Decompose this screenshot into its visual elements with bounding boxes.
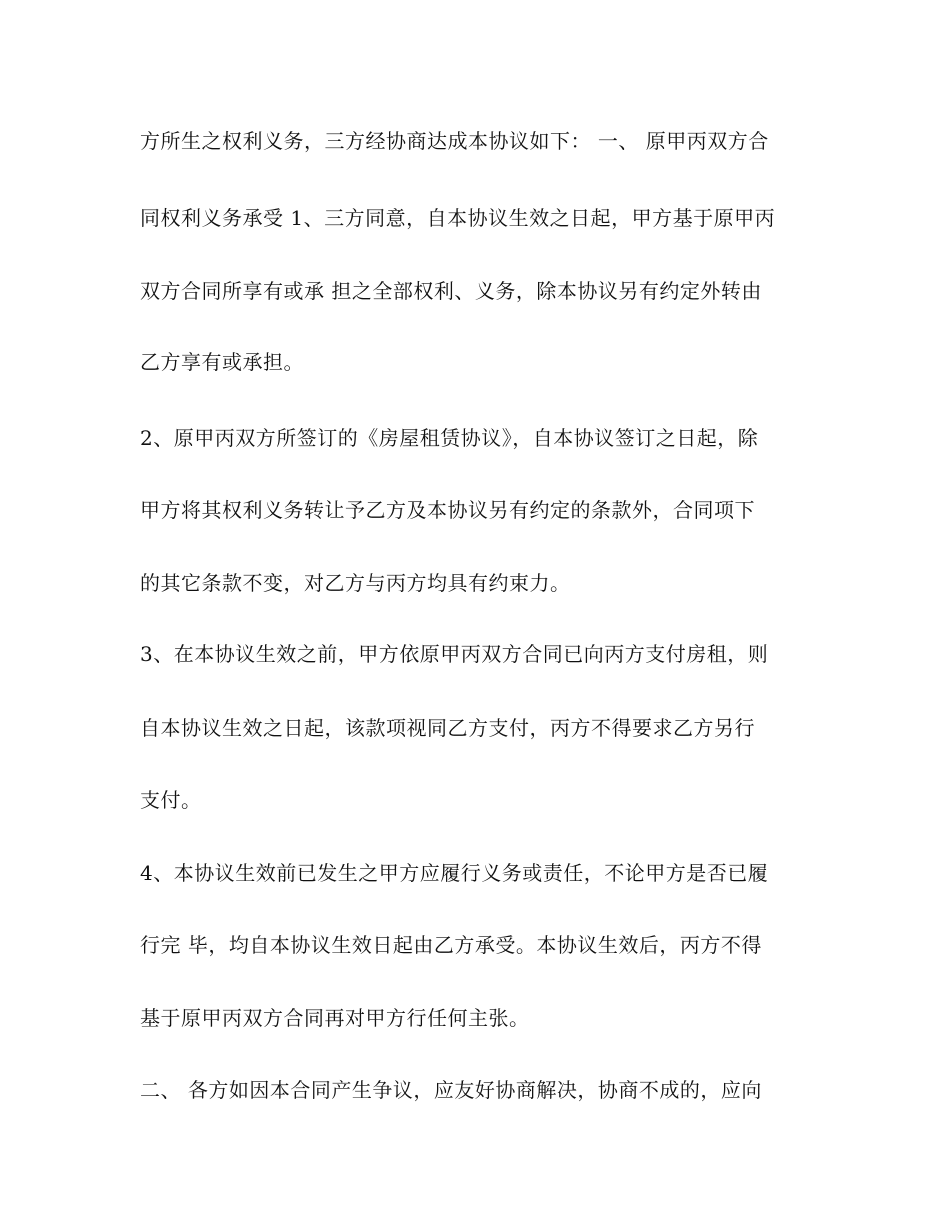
text-line: 2、原甲丙双方所签订的《房屋租赁协议》，自本协议签订之日起，除	[140, 426, 759, 450]
text-line: 同权利义务承受 1、三方同意，自本协议生效之日起，甲方基于原甲丙	[140, 206, 776, 230]
text-line: 基于原甲丙双方合同再对甲方行任何主张。	[140, 1006, 530, 1030]
text-line: 4、本协议生效前已发生之甲方应履行义务或责任，不论甲方是否已履	[140, 861, 769, 885]
text-line: 双方合同所享有或承 担之全部权利、义务，除本协议另有约定外转由	[140, 279, 762, 303]
text-line: 的其它条款不变，对乙方与丙方均具有约束力。	[140, 571, 571, 595]
text-line: 乙方享有或承担。	[140, 350, 304, 374]
text-line: 二、 各方如因本合同产生争议，应友好协商解决，协商不成的，应向	[140, 1078, 762, 1102]
text-line: 甲方将其权利义务转让予乙方及本协议另有约定的条款外，合同项下	[140, 498, 755, 522]
text-line: 自本协议生效之日起，该款项视同乙方支付，丙方不得要求乙方另行	[140, 716, 755, 740]
text-line: 方所生之权利义务，三方经协商达成本协议如下： 一、 原甲丙双方合	[140, 129, 769, 153]
text-line: 3、在本协议生效之前，甲方依原甲丙双方合同已向丙方支付房租，则	[140, 642, 769, 666]
text-line: 行完 毕，均自本协议生效日起由乙方承受。本协议生效后，丙方不得	[140, 933, 762, 957]
text-line: 支付。	[140, 788, 202, 812]
